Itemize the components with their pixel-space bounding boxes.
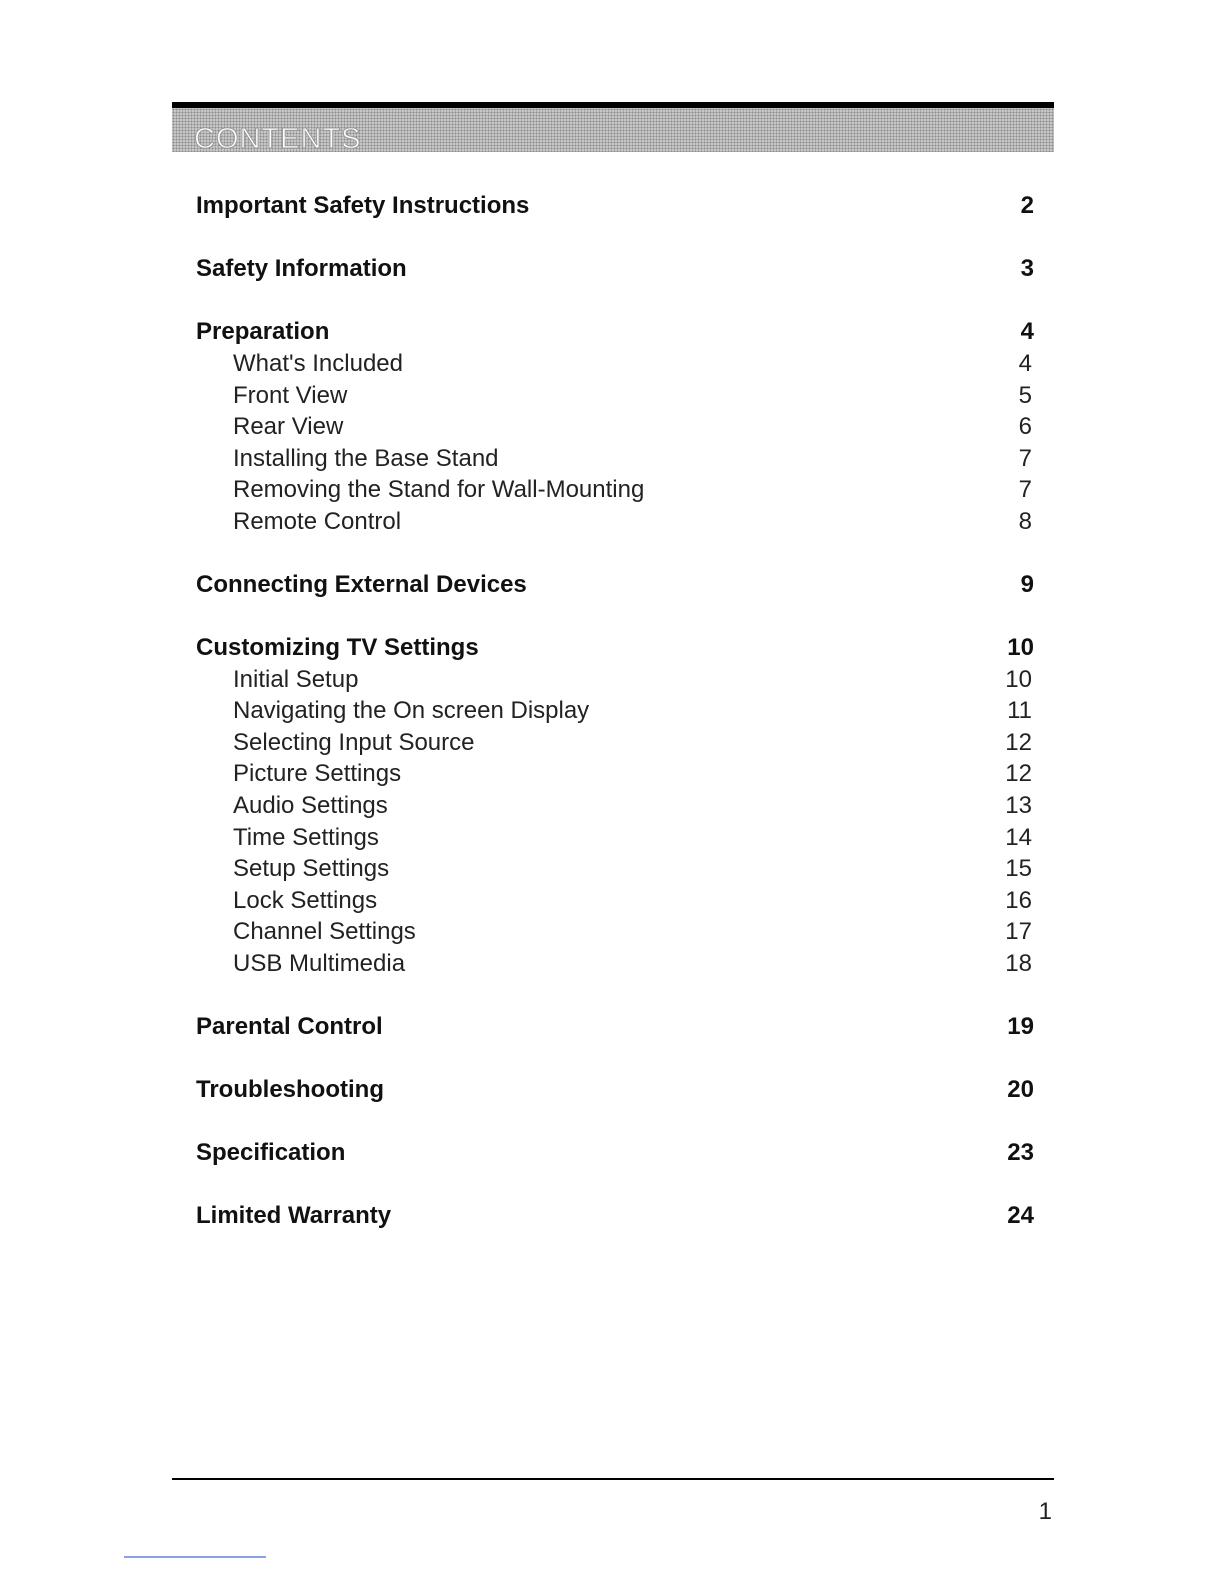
- toc-entry-page: 9: [1020, 570, 1034, 598]
- toc-subentry[interactable]: [196, 664, 1034, 696]
- toc-subentry[interactable]: [196, 790, 1034, 822]
- page-title: CONTENTS: [194, 123, 362, 155]
- toc-entry[interactable]: [196, 632, 1034, 664]
- toc-subentry[interactable]: [196, 727, 1034, 759]
- toc-entry-title: Important Safety Instructions: [196, 192, 530, 219]
- toc-subentry-title: Picture Settings: [233, 760, 402, 788]
- toc-entry[interactable]: [196, 316, 1034, 348]
- decorative-line: [124, 1556, 266, 1558]
- toc-entry-page: 3: [1020, 255, 1034, 282]
- footer-divider: [172, 1478, 1054, 1480]
- toc-entry-page: 23: [1007, 1138, 1034, 1166]
- toc-entry-page: 4: [1020, 318, 1034, 345]
- toc-entry-title: Troubleshooting: [196, 1075, 384, 1103]
- toc-subentry-page: 15: [1005, 855, 1032, 883]
- toc-subentry-title: Initial Setup: [233, 665, 359, 693]
- toc-subentry-title: Time Settings: [233, 823, 379, 851]
- toc-entry[interactable]: [196, 1137, 1034, 1169]
- toc-section: [196, 253, 1034, 285]
- toc-subentry[interactable]: [196, 474, 1034, 506]
- toc-subentry-page: 8: [1018, 507, 1032, 535]
- toc-subentry-page: 17: [1005, 918, 1032, 946]
- toc-subentry-title: Lock Settings: [233, 886, 378, 914]
- toc-subentry-page: 11: [1007, 697, 1032, 725]
- toc-subentry-title: Remote Control: [233, 507, 402, 535]
- toc-subentry-page: 6: [1018, 413, 1032, 441]
- toc-entry-title: Specification: [196, 1138, 346, 1166]
- toc-section: [196, 1011, 1034, 1043]
- toc-entry-title: Safety Information: [196, 255, 407, 282]
- toc-subentry-page: 12: [1005, 760, 1032, 788]
- toc-subentry-page: 16: [1005, 886, 1032, 914]
- toc-entry-title: Customizing TV Settings: [196, 633, 479, 661]
- toc-subentry-page: 13: [1005, 791, 1032, 819]
- contents-header-bar: [172, 102, 1054, 155]
- toc-subentry-title: Front View: [233, 381, 348, 409]
- toc-entry-page: 10: [1007, 633, 1034, 661]
- toc-subentry-title: Setup Settings: [233, 855, 390, 883]
- toc-section: [196, 1074, 1034, 1106]
- toc-subentry[interactable]: [196, 948, 1034, 980]
- toc-subentry-title: Installing the Base Stand: [233, 444, 499, 472]
- table-of-contents: [196, 190, 1034, 1263]
- toc-subentry[interactable]: [196, 411, 1034, 443]
- toc-entry-title: Preparation: [196, 318, 330, 345]
- toc-subentry-page: 7: [1018, 444, 1032, 472]
- page-number: 1: [1038, 1498, 1052, 1525]
- toc-subentry-page: 4: [1018, 350, 1032, 377]
- toc-subentry-page: 10: [1005, 665, 1032, 693]
- toc-subentry-page: 12: [1005, 728, 1032, 756]
- toc-subentry-title: USB Multimedia: [233, 949, 406, 977]
- toc-subentry[interactable]: [196, 853, 1034, 885]
- toc-entry-page: 2: [1020, 192, 1034, 219]
- toc-entry[interactable]: [196, 1074, 1034, 1106]
- toc-section: [196, 316, 1034, 538]
- toc-subentry[interactable]: [196, 380, 1034, 412]
- toc-subentry-title: Selecting Input Source: [233, 728, 475, 756]
- toc-subentry[interactable]: [196, 885, 1034, 917]
- toc-entry-page: 19: [1007, 1012, 1034, 1040]
- toc-subentry[interactable]: [196, 506, 1034, 538]
- toc-subentry[interactable]: [196, 758, 1034, 790]
- toc-entry[interactable]: [196, 569, 1034, 601]
- toc-entry-title: Connecting External Devices: [196, 570, 527, 598]
- toc-subentry[interactable]: [196, 348, 1034, 380]
- toc-entry-page: 24: [1007, 1201, 1034, 1229]
- toc-entry-title: Parental Control: [196, 1012, 383, 1040]
- toc-subentry-title: Channel Settings: [233, 918, 416, 946]
- toc-subentry-page: 7: [1018, 476, 1032, 504]
- toc-section: [196, 1200, 1034, 1232]
- toc-subentry[interactable]: [196, 443, 1034, 475]
- toc-entry[interactable]: [196, 1011, 1034, 1043]
- toc-subentry[interactable]: [196, 695, 1034, 727]
- toc-subentry-title: Removing the Stand for Wall-Mounting: [233, 476, 645, 504]
- toc-subentry-page: 18: [1005, 949, 1032, 977]
- toc-entry[interactable]: [196, 253, 1034, 285]
- toc-subentry-page: 14: [1005, 823, 1032, 851]
- toc-section: [196, 569, 1034, 601]
- toc-section: [196, 632, 1034, 980]
- toc-entry[interactable]: [196, 1200, 1034, 1232]
- toc-subentry[interactable]: [196, 916, 1034, 948]
- toc-subentry[interactable]: [196, 822, 1034, 854]
- toc-subentry-title: Rear View: [233, 413, 344, 441]
- toc-entry[interactable]: [196, 190, 1034, 222]
- toc-subentry-title: Audio Settings: [233, 791, 388, 819]
- toc-subentry-title: Navigating the On screen Display: [233, 697, 590, 725]
- toc-subentry-page: 5: [1018, 381, 1032, 409]
- toc-section: [196, 1137, 1034, 1169]
- toc-entry-title: Limited Warranty: [196, 1201, 392, 1229]
- toc-subentry-title: What's Included: [233, 350, 404, 377]
- toc-section: [196, 190, 1034, 222]
- toc-entry-page: 20: [1007, 1075, 1034, 1103]
